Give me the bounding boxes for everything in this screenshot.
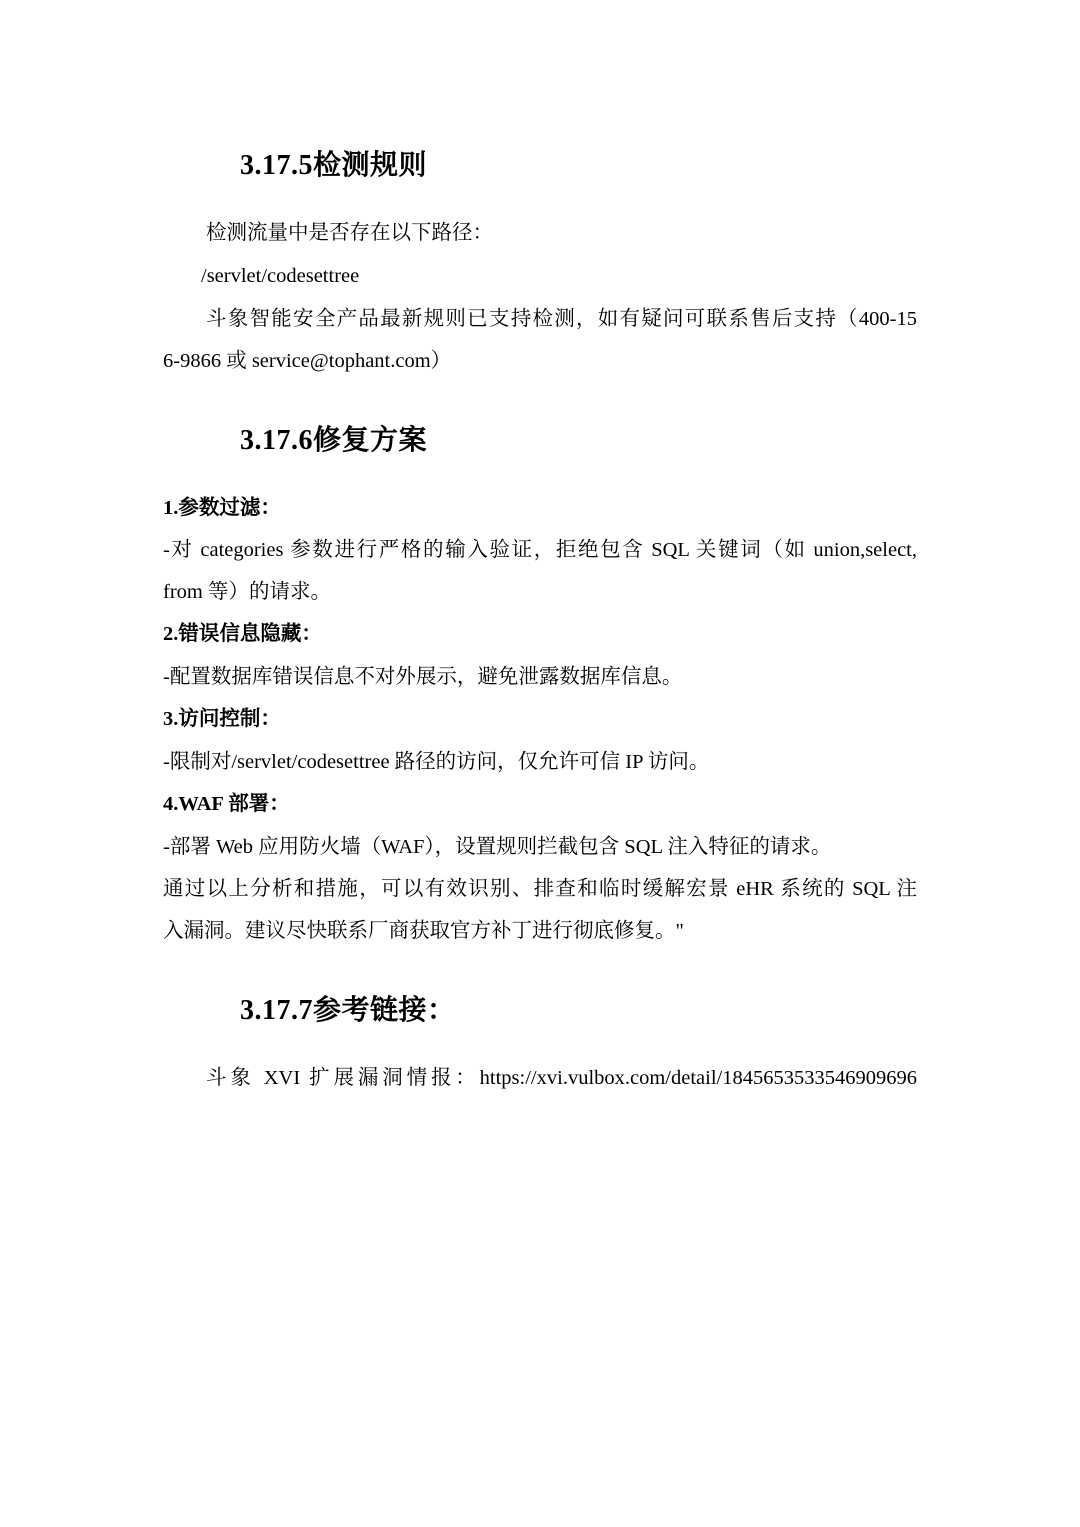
remediation-item-3-title: 3.访问控制： (163, 708, 281, 730)
remediation-item-2-desc: -配置数据库错误信息不对外展示，避免泄露数据库信息。 (163, 666, 683, 688)
remediation-item-1-title: 1.参数过滤： (163, 497, 281, 519)
heading-references: 3.17.7参考链接： (240, 995, 456, 1026)
remediation-summary-line2: 入漏洞。建议尽快联系厂商获取官方补丁进行彻底修复。" (163, 920, 684, 942)
remediation-item-1-desc-line1: -对 categories 参数进行严格的输入验证，拒绝包含 SQL 关键词（如 union,select, (163, 539, 917, 561)
heading-detection-rules: 3.17.5检测规则 (240, 150, 428, 181)
remediation-item-2-title: 2.错误信息隐藏： (163, 623, 322, 645)
detection-intro: 检测流量中是否存在以下路径： (206, 222, 493, 244)
heading-remediation: 3.17.6修复方案 (240, 425, 428, 456)
detection-path: /servlet/codesettree (201, 265, 360, 287)
detection-support-line1: 斗象智能安全产品最新规则已支持检测，如有疑问可联系售后支持（400-15 (206, 308, 917, 330)
detection-support-line2: 6-9866 或 service@tophant.com） (163, 350, 452, 372)
remediation-item-1-desc-line2: from 等）的请求。 (163, 581, 331, 603)
remediation-item-4-title: 4.WAF 部署： (163, 793, 290, 815)
remediation-summary-line1: 通过以上分析和措施，可以有效识别、排查和临时缓解宏景 eHR 系统的 SQL 注 (163, 878, 917, 900)
remediation-item-3-desc: -限制对/servlet/codesettree 路径的访问，仅允许可信 IP 访问。 (163, 751, 710, 773)
reference-link-line: 斗象 XVI 扩展漏洞情报：https://xvi.vulbox.com/detail/1845653533546909696 (206, 1067, 917, 1089)
remediation-item-4-desc: -部署 Web 应用防火墙（WAF），设置规则拦截包含 SQL 注入特征的请求。 (163, 836, 832, 858)
